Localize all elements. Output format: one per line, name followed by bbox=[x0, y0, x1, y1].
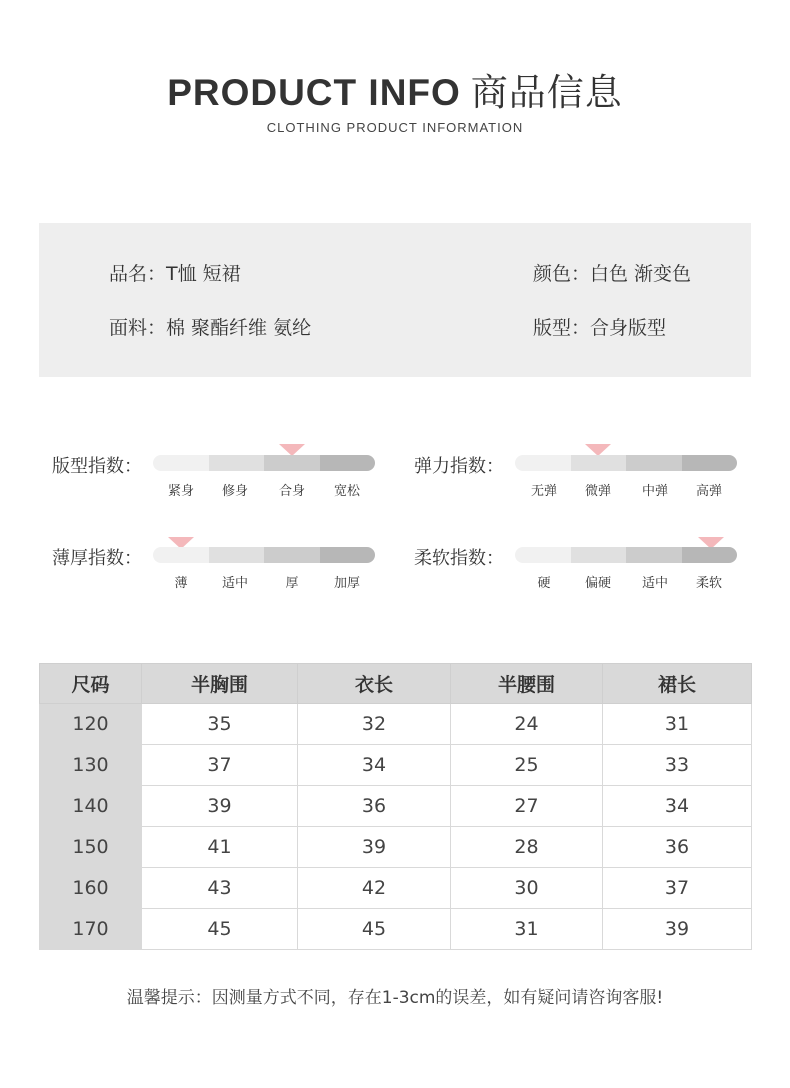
fit-tick: 合身 bbox=[278, 484, 305, 499]
elasticity-tick: 无弹 bbox=[530, 484, 557, 499]
header-half-chest: 半胸围 bbox=[142, 664, 298, 704]
table-row bbox=[40, 745, 752, 786]
elasticity-index-label: 弹力指数： bbox=[414, 456, 504, 477]
softness-index-bar bbox=[515, 547, 737, 563]
table-cell: 39 bbox=[142, 786, 298, 827]
elasticity-index-bar bbox=[515, 455, 737, 471]
size-cell: 150 bbox=[40, 827, 142, 868]
table-row bbox=[40, 786, 752, 827]
thickness-tick: 薄 bbox=[174, 576, 188, 591]
header-length: 衣长 bbox=[298, 664, 451, 704]
title-en: PRODUCT INFO bbox=[167, 72, 461, 113]
table-cell: 31 bbox=[451, 909, 603, 950]
table-cell: 41 bbox=[142, 827, 298, 868]
fit-tick: 紧身 bbox=[167, 484, 194, 499]
table-cell: 25 bbox=[451, 745, 603, 786]
fit-tick: 宽松 bbox=[333, 484, 360, 499]
table-row bbox=[40, 868, 752, 909]
fit-index-label: 版型指数： bbox=[52, 456, 142, 477]
table-cell: 33 bbox=[603, 745, 752, 786]
table-cell: 43 bbox=[142, 868, 298, 909]
softness-index-label: 柔软指数： bbox=[414, 548, 504, 569]
table-row bbox=[40, 827, 752, 868]
page-subtitle: CLOTHING PRODUCT INFORMATION bbox=[266, 120, 524, 135]
size-cell: 160 bbox=[40, 868, 142, 909]
table-cell: 32 bbox=[298, 704, 451, 745]
table-cell: 34 bbox=[603, 786, 752, 827]
size-cell: 140 bbox=[40, 786, 142, 827]
thickness-index-bar bbox=[153, 547, 375, 563]
table-cell: 24 bbox=[451, 704, 603, 745]
thickness-tick: 加厚 bbox=[333, 576, 360, 591]
table-cell: 35 bbox=[142, 704, 298, 745]
info-color: 颜色：白色 渐变色 bbox=[533, 263, 692, 285]
info-fit: 版型：合身版型 bbox=[533, 317, 667, 339]
product-info-panel bbox=[39, 223, 751, 377]
table-cell: 42 bbox=[298, 868, 451, 909]
table-cell: 28 bbox=[451, 827, 603, 868]
elasticity-tick: 微弹 bbox=[584, 484, 611, 499]
table-cell: 45 bbox=[142, 909, 298, 950]
table-cell: 37 bbox=[142, 745, 298, 786]
table-cell: 36 bbox=[603, 827, 752, 868]
fit-tick: 修身 bbox=[221, 484, 248, 499]
table-cell: 30 bbox=[451, 868, 603, 909]
softness-tick: 柔软 bbox=[695, 576, 722, 591]
thickness-tick: 厚 bbox=[285, 576, 299, 591]
elasticity-tick: 中弹 bbox=[641, 484, 668, 499]
table-cell: 39 bbox=[603, 909, 752, 950]
table-cell: 31 bbox=[603, 704, 752, 745]
info-product-name: 品名：T恤 短裙 bbox=[109, 263, 241, 285]
elasticity-tick: 高弹 bbox=[695, 484, 722, 499]
size-table bbox=[39, 663, 752, 950]
softness-tick: 适中 bbox=[641, 576, 668, 591]
table-cell: 39 bbox=[298, 827, 451, 868]
title-cn: 商品信息 bbox=[470, 71, 623, 114]
measurement-note: 温馨提示：因测量方式不同，存在1-3cm的误差，如有疑问请咨询客服! bbox=[126, 988, 664, 1008]
header-half-waist: 半腰围 bbox=[451, 664, 603, 704]
table-cell: 37 bbox=[603, 868, 752, 909]
table-row bbox=[40, 704, 752, 745]
size-cell: 130 bbox=[40, 745, 142, 786]
table-cell: 36 bbox=[298, 786, 451, 827]
table-cell: 27 bbox=[451, 786, 603, 827]
softness-tick: 硬 bbox=[537, 576, 551, 591]
thickness-tick: 适中 bbox=[221, 576, 248, 591]
fit-index-bar bbox=[153, 455, 375, 471]
page-title bbox=[0, 62, 790, 116]
softness-tick: 偏硬 bbox=[584, 576, 611, 591]
table-cell: 45 bbox=[298, 909, 451, 950]
info-fabric: 面料：棉 聚酯纤维 氨纶 bbox=[109, 317, 312, 339]
thickness-index-label: 薄厚指数： bbox=[52, 548, 142, 569]
header-size: 尺码 bbox=[40, 664, 142, 704]
table-row bbox=[40, 909, 752, 950]
size-cell: 120 bbox=[40, 704, 142, 745]
table-cell: 34 bbox=[298, 745, 451, 786]
size-cell: 170 bbox=[40, 909, 142, 950]
header-skirt-length: 裙长 bbox=[603, 664, 752, 704]
table-header-row bbox=[40, 664, 752, 704]
